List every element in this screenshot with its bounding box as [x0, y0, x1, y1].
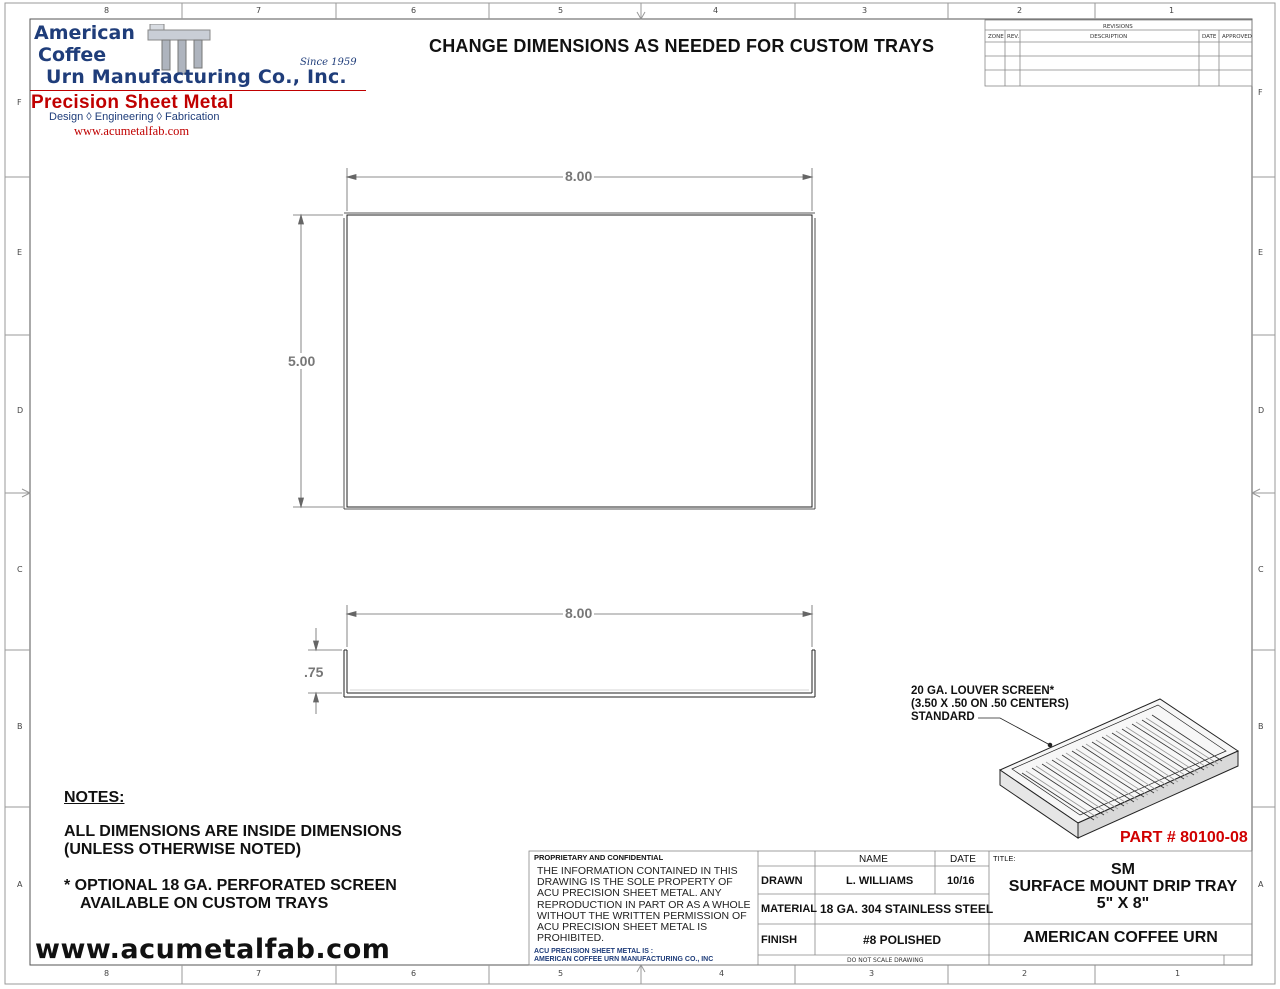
zone-row-d-left: D — [17, 406, 24, 415]
acu-company-label: AMERICAN COFFEE URN MANUFACTURING CO., INC — [534, 956, 714, 963]
zone-col-8-top: 8 — [104, 6, 110, 15]
material-value: 18 GA. 304 STAINLESS STEEL — [820, 902, 994, 916]
do-not-scale-note: DO NOT SCALE DRAWING — [847, 957, 924, 964]
zone-row-d-right: D — [1258, 406, 1265, 415]
logo-line-american: American — [34, 22, 135, 44]
logo-divider — [30, 90, 366, 91]
logo-url[interactable]: www.acumetalfab.com — [74, 124, 190, 138]
revisions-date-header: DATE — [1202, 34, 1217, 40]
zone-row-a-right: A — [1258, 880, 1264, 889]
logo-tagline: Design ◊ Engineering ◊ Fabrication — [49, 111, 220, 123]
callout-line-3: STANDARD — [911, 711, 975, 723]
zone-row-b-left: B — [17, 722, 23, 731]
zone-row-b-right: B — [1258, 722, 1264, 731]
drawn-date: 10/16 — [947, 875, 975, 887]
callout-line-1: 20 GA. LOUVER SCREEN* — [911, 685, 1055, 697]
proprietary-heading: PROPRIETARY AND CONFIDENTIAL — [534, 853, 664, 862]
zone-row-f-right: F — [1258, 88, 1263, 97]
material-label: MATERIAL — [761, 903, 818, 915]
logo-division: Precision Sheet Metal — [31, 92, 234, 113]
title-line-2: SURFACE MOUNT DRIP TRAY — [1008, 878, 1238, 895]
revisions-rev-header: REV. — [1007, 34, 1020, 40]
note-2 — [64, 877, 397, 913]
side-width-dimension-label: 8.00 — [565, 605, 593, 621]
date-header: DATE — [950, 854, 976, 865]
name-header: NAME — [859, 854, 888, 865]
page-heading: CHANGE DIMENSIONS AS NEEDED FOR CUSTOM TRAYS — [429, 36, 935, 56]
acu-is-label: ACU PRECISION SHEET METAL IS : — [534, 948, 654, 955]
callout-line-2: (3.50 X .50 ON .50 CENTERS) — [911, 698, 1069, 710]
zone-col-4-bottom: 4 — [719, 969, 725, 978]
louver-screen-callout — [911, 685, 1069, 724]
footer-url[interactable]: www.acumetalfab.com — [35, 934, 391, 965]
zone-row-a-left: A — [17, 880, 23, 889]
top-view — [344, 213, 815, 509]
zone-col-6-top: 6 — [411, 6, 417, 15]
logo-line-coffee: Coffee — [38, 44, 107, 66]
revisions-approved-header: APPROVED — [1222, 34, 1252, 40]
proprietary-text: THE INFORMATION CONTAINED IN THIS DRAWING IS THE SOLE PROPERTY OF ACU PRECISION SHEET METAL. ANY REPRODUCTION IN PART OR AS A WHOLE WITHOUT THE WRITTEN PERMISSION OF ACU PRECISION SHEET METAL IS PROHIBITED. — [537, 865, 751, 945]
zone-col-2-bottom: 2 — [1022, 969, 1028, 978]
drawing-title — [995, 861, 1251, 912]
note-1-line-1: ALL DIMENSIONS ARE INSIDE DIMENSIONS — [64, 823, 402, 840]
drawn-name: L. WILLIAMS — [846, 875, 914, 887]
zone-col-1-bottom: 1 — [1175, 969, 1181, 978]
zone-row-c-left: C — [17, 565, 23, 574]
part-number: PART # 80100-08 — [1120, 829, 1248, 846]
revisions-description-header: DESCRIPTION — [1090, 34, 1128, 40]
logo-company-name: Urn Manufacturing Co., Inc. — [46, 66, 347, 88]
zone-row-e-left: E — [17, 248, 23, 257]
notes-heading: NOTES: — [64, 789, 125, 806]
zone-col-3-bottom: 3 — [869, 969, 875, 978]
zone-col-7-top: 7 — [256, 6, 262, 15]
side-view — [344, 650, 815, 697]
zone-row-f-left: F — [17, 98, 22, 107]
note-2-line-1: * OPTIONAL 18 GA. PERFORATED SCREEN — [64, 877, 397, 894]
title-block-company: AMERICAN COFFEE URN — [1023, 929, 1218, 946]
finish-value: #8 POLISHED — [863, 933, 942, 947]
zone-col-7-bottom: 7 — [256, 969, 262, 978]
zone-col-6-bottom: 6 — [411, 969, 417, 978]
zone-row-c-right: C — [1258, 565, 1264, 574]
zone-col-5-bottom: 5 — [558, 969, 564, 978]
revisions-zone-header: ZONE — [988, 34, 1004, 40]
logo-wordmark — [34, 22, 135, 66]
top-width-dimension-label: 8.00 — [565, 168, 593, 184]
zone-col-4-top: 4 — [713, 6, 719, 15]
top-height-dimension-label: 5.00 — [288, 353, 316, 369]
title-label: TITLE: — [993, 854, 1016, 863]
zone-col-2-top: 2 — [1017, 6, 1023, 15]
title-line-1: SM — [1111, 861, 1135, 878]
zone-col-3-top: 3 — [862, 6, 868, 15]
zone-row-e-right: E — [1258, 248, 1264, 257]
zone-col-5-top: 5 — [558, 6, 564, 15]
drawn-label: DRAWN — [761, 875, 803, 887]
zone-col-1-top: 1 — [1169, 6, 1175, 15]
title-line-3: 5" X 8" — [1096, 895, 1150, 912]
note-1 — [64, 823, 402, 859]
note-1-line-2: (UNLESS OTHERWISE NOTED) — [64, 841, 302, 858]
side-height-dimension-label: .75 — [304, 664, 324, 680]
finish-label: FINISH — [761, 934, 798, 946]
logo-since: Since 1959 — [300, 57, 357, 68]
zone-col-8-bottom: 8 — [104, 969, 110, 978]
revisions-title: REVISIONS — [1103, 24, 1133, 30]
note-2-line-2: AVAILABLE ON CUSTOM TRAYS — [80, 895, 329, 912]
